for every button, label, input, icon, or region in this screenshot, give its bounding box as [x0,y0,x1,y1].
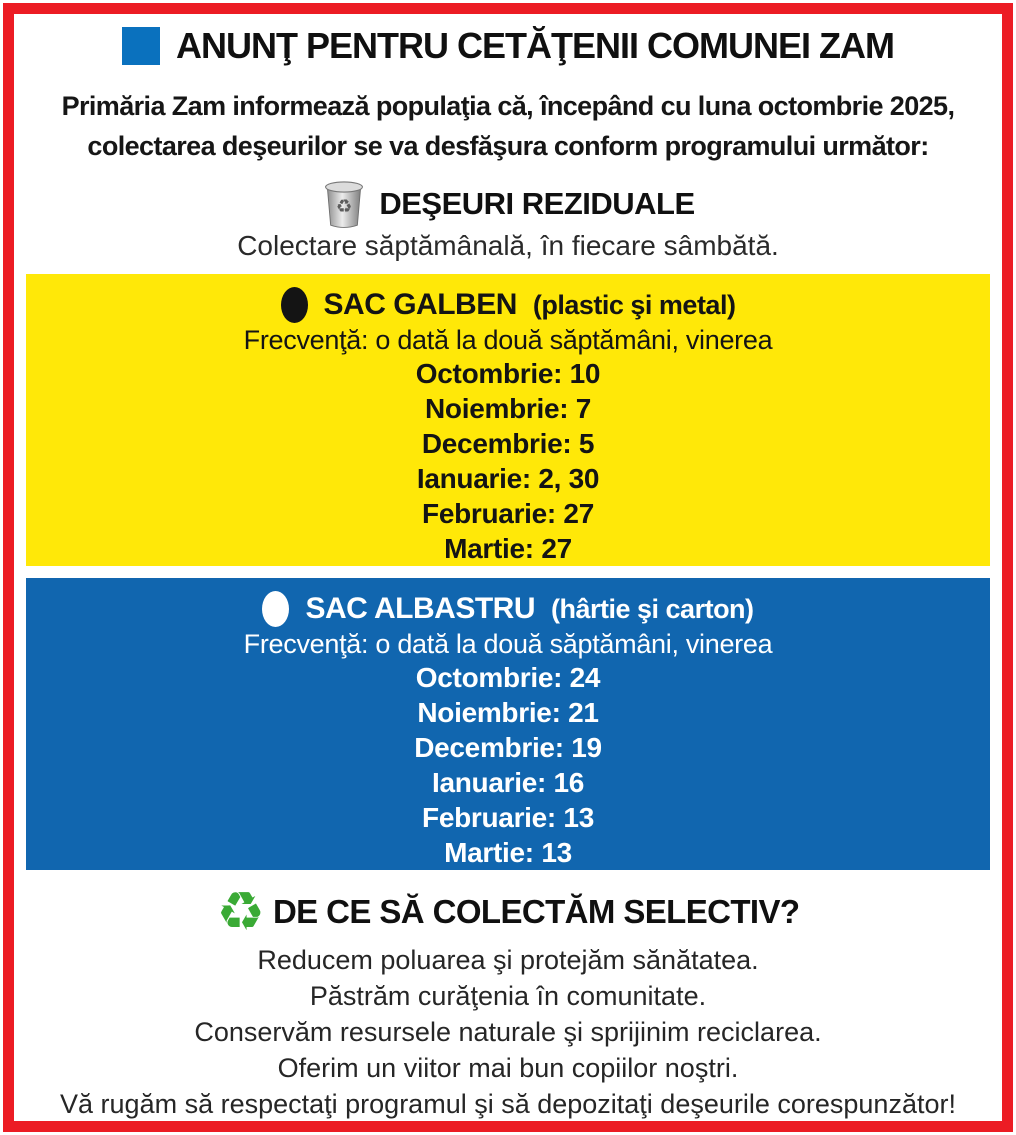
date-line: Februarie: 27 [422,498,594,529]
yellow-bag-title-detail: (plastic şi metal) [532,289,736,320]
blue-bag-dates [26,660,990,870]
why-title: DE CE SĂ COLECTĂM SELECTIV? [272,893,800,930]
blue-bag-title-detail: (hârtie şi carton) [551,593,754,624]
blue-bag-frequency: Frecvenţă: o dată la două săptămâni, vinerea [243,629,773,659]
poster-content [14,24,1002,1122]
why-line-2: Păstrăm curăţenia în comunitate. [309,981,707,1011]
title-row [14,24,1002,68]
date-line: Ianuarie: 2, 30 [416,463,600,494]
red-border-frame [3,3,1013,1132]
black-bullet-icon [281,287,308,323]
why-line-1: Reducem poluarea şi protejăm sănătatea. [257,945,759,975]
intro-text [22,86,994,166]
yellow-bag-dates [26,356,990,566]
intro-line-1: Primăria Zam informează populaţia că, începând cu luna octombrie 2025, [61,91,955,121]
why-line-3: Conservăm resursele naturale şi sprijinim reciclarea. [194,1017,822,1047]
residual-heading-row [14,178,1002,230]
yellow-bag-section [26,274,990,566]
why-line-4: Oferim un viitor mai bun copiilor noştri. [277,1053,739,1083]
why-heading-row [14,880,1002,943]
date-line: Octombrie: 24 [415,662,601,693]
date-line: Decembrie: 5 [421,428,595,459]
residual-title: DEŞEURI REZIDUALE [379,186,695,221]
blue-square-icon [122,27,160,65]
residual-subtitle: Colectare săptămânală, în fiecare sâmbătă. [237,230,779,261]
date-line: Martie: 27 [444,533,572,564]
blue-bag-title-row [26,590,990,628]
page-title: ANUNŢ PENTRU CETĂŢENII COMUNEI ZAM [176,25,894,66]
date-line: Martie: 13 [444,837,572,868]
why-lines [14,942,1002,1122]
yellow-bag-title: SAC GALBEN [323,288,517,321]
date-line: Februarie: 13 [422,802,594,833]
blue-bag-section [26,578,990,870]
white-bullet-icon [262,591,289,627]
trash-bin-icon [321,178,367,230]
yellow-bag-title-row [26,286,990,324]
date-line: Noiembrie: 21 [417,697,599,728]
why-line-5: Vă rugăm să respectaţi programul şi să depozitaţi deşeurile corespunzător! [60,1089,956,1119]
blue-bag-title: SAC ALBASTRU [305,592,535,625]
svg-text:♻: ♻ [336,196,353,218]
date-line: Ianuarie: 16 [431,767,585,798]
recycle-icon: ♻ [216,880,265,943]
date-line: Noiembrie: 7 [425,393,591,424]
date-line: Decembrie: 19 [414,732,602,763]
intro-line-2: colectarea deşeurilor se va desfăşura conform programului următor: [87,131,929,161]
yellow-bag-frequency: Frecvenţă: o dată la două săptămâni, vinerea [243,325,773,355]
date-line: Octombrie: 10 [415,358,601,389]
